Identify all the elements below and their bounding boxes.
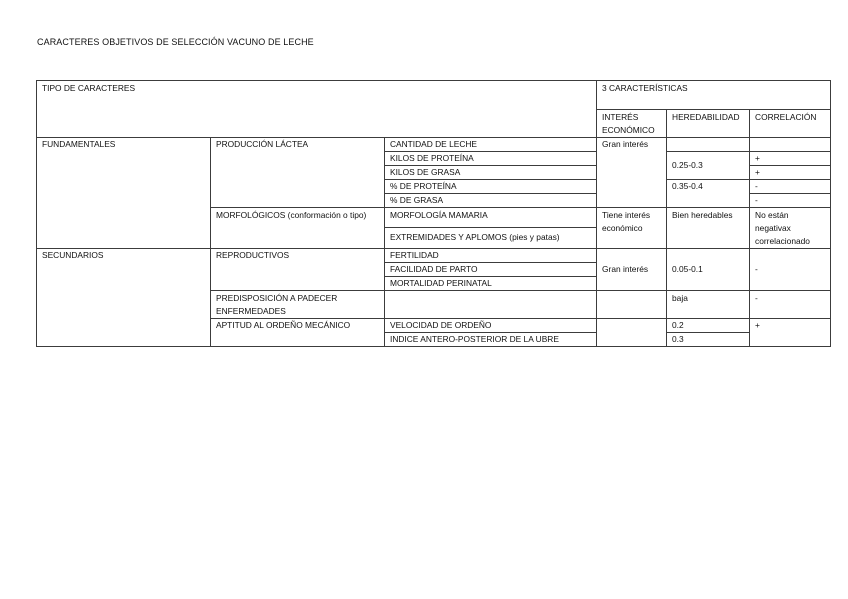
trait-facilidad-parto: FACILIDAD DE PARTO <box>385 263 597 277</box>
trait-velocidad-ordeno: VELOCIDAD DE ORDEÑO <box>385 319 597 333</box>
trait-predisposicion-empty <box>385 291 597 319</box>
heredabilidad-velocidad: 0.2 <box>667 319 750 333</box>
trait-pct-proteina: % DE PROTEÍNA <box>385 180 597 194</box>
trait-morfologia-mamaria: MORFOLOGÍA MAMARIA <box>385 208 597 228</box>
trait-extremidades-aplomos: EXTREMIDADES Y APLOMOS (pies y patas) <box>385 227 597 248</box>
heredabilidad-cantidad-leche <box>667 138 750 152</box>
correlacion-predisposicion: - <box>750 291 831 319</box>
group-fundamentales: FUNDAMENTALES <box>37 138 211 249</box>
correlacion-kilos-proteina: + <box>750 152 831 166</box>
header-row-1 <box>37 81 831 110</box>
heredabilidad-pct: 0.35-0.4 <box>667 180 750 208</box>
header-interes-economico: INTERÉS ECONÓMICO <box>597 110 667 138</box>
heredabilidad-kilos: 0.25-0.3 <box>667 152 750 180</box>
header-3-caracteristicas: 3 CARACTERÍSTICAS <box>597 81 831 110</box>
header-correlacion: CORRELACIÓN <box>750 110 831 138</box>
interes-gran-interes-reproductivos: Gran interés <box>597 249 667 291</box>
heredabilidad-indice: 0.3 <box>667 333 750 347</box>
selection-traits-table <box>36 80 831 347</box>
group-secundarios: SECUNDARIOS <box>37 249 211 347</box>
correlacion-cantidad-leche <box>750 138 831 152</box>
heredabilidad-reproductivos: 0.05-0.1 <box>667 249 750 291</box>
table-row <box>37 138 831 152</box>
trait-pct-grasa: % DE GRASA <box>385 194 597 208</box>
correlacion-reproductivos: - <box>750 249 831 291</box>
trait-cantidad-leche: CANTIDAD DE LECHE <box>385 138 597 152</box>
correlacion-aptitud: + <box>750 319 831 347</box>
subgroup-morfologicos: MORFOLÓGICOS (conformación o tipo) <box>211 208 385 249</box>
header-heredabilidad: HEREDABILIDAD <box>667 110 750 138</box>
trait-fertilidad: FERTILIDAD <box>385 249 597 263</box>
trait-indice-antero-posterior: INDICE ANTERO-POSTERIOR DE LA UBRE <box>385 333 597 347</box>
interes-tiene-interes: Tiene interés económico <box>597 208 667 249</box>
interes-predisposicion-empty <box>597 291 667 319</box>
heredabilidad-bien-heredables: Bien heredables <box>667 208 750 249</box>
subgroup-reproductivos: REPRODUCTIVOS <box>211 249 385 291</box>
trait-mortalidad-perinatal: MORTALIDAD PERINATAL <box>385 277 597 291</box>
interes-aptitud-empty <box>597 319 667 347</box>
correlacion-pct-proteina: - <box>750 180 831 194</box>
heredabilidad-baja: baja <box>667 291 750 319</box>
trait-kilos-proteina: KILOS DE PROTEÍNA <box>385 152 597 166</box>
table-row <box>37 249 831 263</box>
header-tipo-caracteres: TIPO DE CARACTERES <box>37 81 597 138</box>
correlacion-no-estan: No están negativax correlacionado <box>750 208 831 249</box>
subgroup-predisposicion: PREDISPOSICIÓN A PADECER ENFERMEDADES <box>211 291 385 319</box>
subgroup-aptitud-ordeno: APTITUD AL ORDEÑO MECÁNICO <box>211 319 385 347</box>
subgroup-produccion-lactea: PRODUCCIÓN LÁCTEA <box>211 138 385 208</box>
correlacion-pct-grasa: - <box>750 194 831 208</box>
document-title: CARACTERES OBJETIVOS DE SELECCIÓN VACUNO DE LECHE <box>37 37 314 47</box>
trait-kilos-grasa: KILOS DE GRASA <box>385 166 597 180</box>
interes-gran-interes-produccion: Gran interés <box>597 138 667 208</box>
correlacion-kilos-grasa: + <box>750 166 831 180</box>
